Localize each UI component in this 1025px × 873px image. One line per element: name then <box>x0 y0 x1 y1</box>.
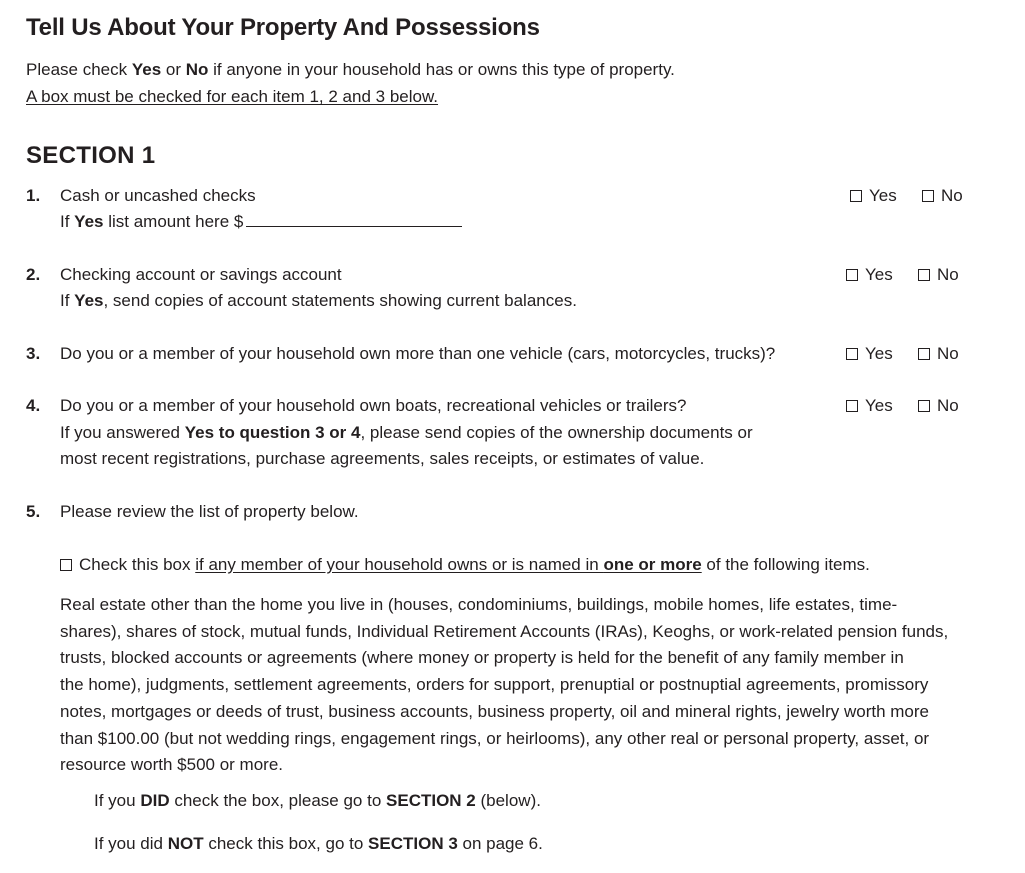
question-number: 2. <box>26 265 41 284</box>
question-1-yes-option[interactable]: Yes <box>850 186 897 206</box>
question-2-subtext: If Yes, send copies of account statements showing current balances. <box>60 291 577 310</box>
question-5-text: Please review the list of property below. <box>60 502 359 521</box>
question-4-yes-option[interactable]: Yes <box>846 396 893 416</box>
page-title: Tell Us About Your Property And Possessions <box>26 14 540 41</box>
checkbox-icon[interactable] <box>918 400 930 412</box>
property-ownership-checkbox[interactable]: Check this box if any member of your household owns or is named in one or more of the following items. <box>60 555 870 575</box>
checkbox-icon[interactable] <box>60 559 72 571</box>
question-2-no-option[interactable]: No <box>918 265 959 285</box>
question-2-yes-option[interactable]: Yes <box>846 265 893 285</box>
question-4-no-option[interactable]: No <box>918 396 959 416</box>
property-list-paragraph: Real estate other than the home you live in (houses, condominiums, buildings, mobile homes, life estates, time- shares), shares of stock, mutual funds, Individual Retirement Accounts (IRAs), Keoghs, or work-related pension funds, trusts, blocked accounts or agreements (where money or property is held for the benefit of any family member in the home), judgments, settlement agreements, orders for support, prenuptial or postnuptial agreements, promissory notes, mortgages or deeds of trust, business accounts, business property, oil and mineral rights, jewelry worth more than $100.00 (but not wedding rings, engagement rings, or heirlooms), any other real or personal property, asset, or resource worth $500 or more. <box>60 595 949 775</box>
section-heading: SECTION 1 <box>26 142 156 169</box>
question-number: 1. <box>26 186 41 205</box>
question-1-no-option[interactable]: No <box>922 186 963 206</box>
question-4-subtext: If you answered Yes to question 3 or 4, please send copies of the ownership documents or <box>60 423 753 442</box>
question-4-text: Do you or a member of your household own boats, recreational vehicles or trailers? <box>60 396 687 415</box>
question-number: 5. <box>26 502 41 521</box>
did-not-check-instruction: If you did NOT check this box, go to SECTION 3 on page 6. <box>94 834 543 853</box>
question-2-text: Checking account or savings account <box>60 265 342 284</box>
question-number: 4. <box>26 396 41 415</box>
cash-amount-field[interactable] <box>246 225 462 227</box>
question-1-subtext: If Yes list amount here $ <box>60 212 462 232</box>
question-3-text: Do you or a member of your household own more than one vehicle (cars, motorcycles, trucks)? <box>60 344 776 363</box>
question-3-yes-option[interactable]: Yes <box>846 344 893 364</box>
checkbox-icon[interactable] <box>918 348 930 360</box>
checkbox-icon[interactable] <box>846 348 858 360</box>
question-number: 3. <box>26 344 41 363</box>
did-check-instruction: If you DID check the box, please go to SECTION 2 (below). <box>94 791 541 810</box>
intro-requirement: A box must be checked for each item 1, 2 and 3 below. <box>26 87 439 106</box>
checkbox-icon[interactable] <box>846 400 858 412</box>
intro-instructions: Please check Yes or No if anyone in your household has or owns this type of property. <box>26 60 675 79</box>
question-4-subtext-line2: most recent registrations, purchase agreements, sales receipts, or estimates of value. <box>60 449 705 468</box>
checkbox-icon[interactable] <box>846 269 858 281</box>
question-3-no-option[interactable]: No <box>918 344 959 364</box>
checkbox-icon[interactable] <box>918 269 930 281</box>
checkbox-icon[interactable] <box>850 190 862 202</box>
checkbox-icon[interactable] <box>922 190 934 202</box>
question-1-text: Cash or uncashed checks <box>60 186 256 205</box>
